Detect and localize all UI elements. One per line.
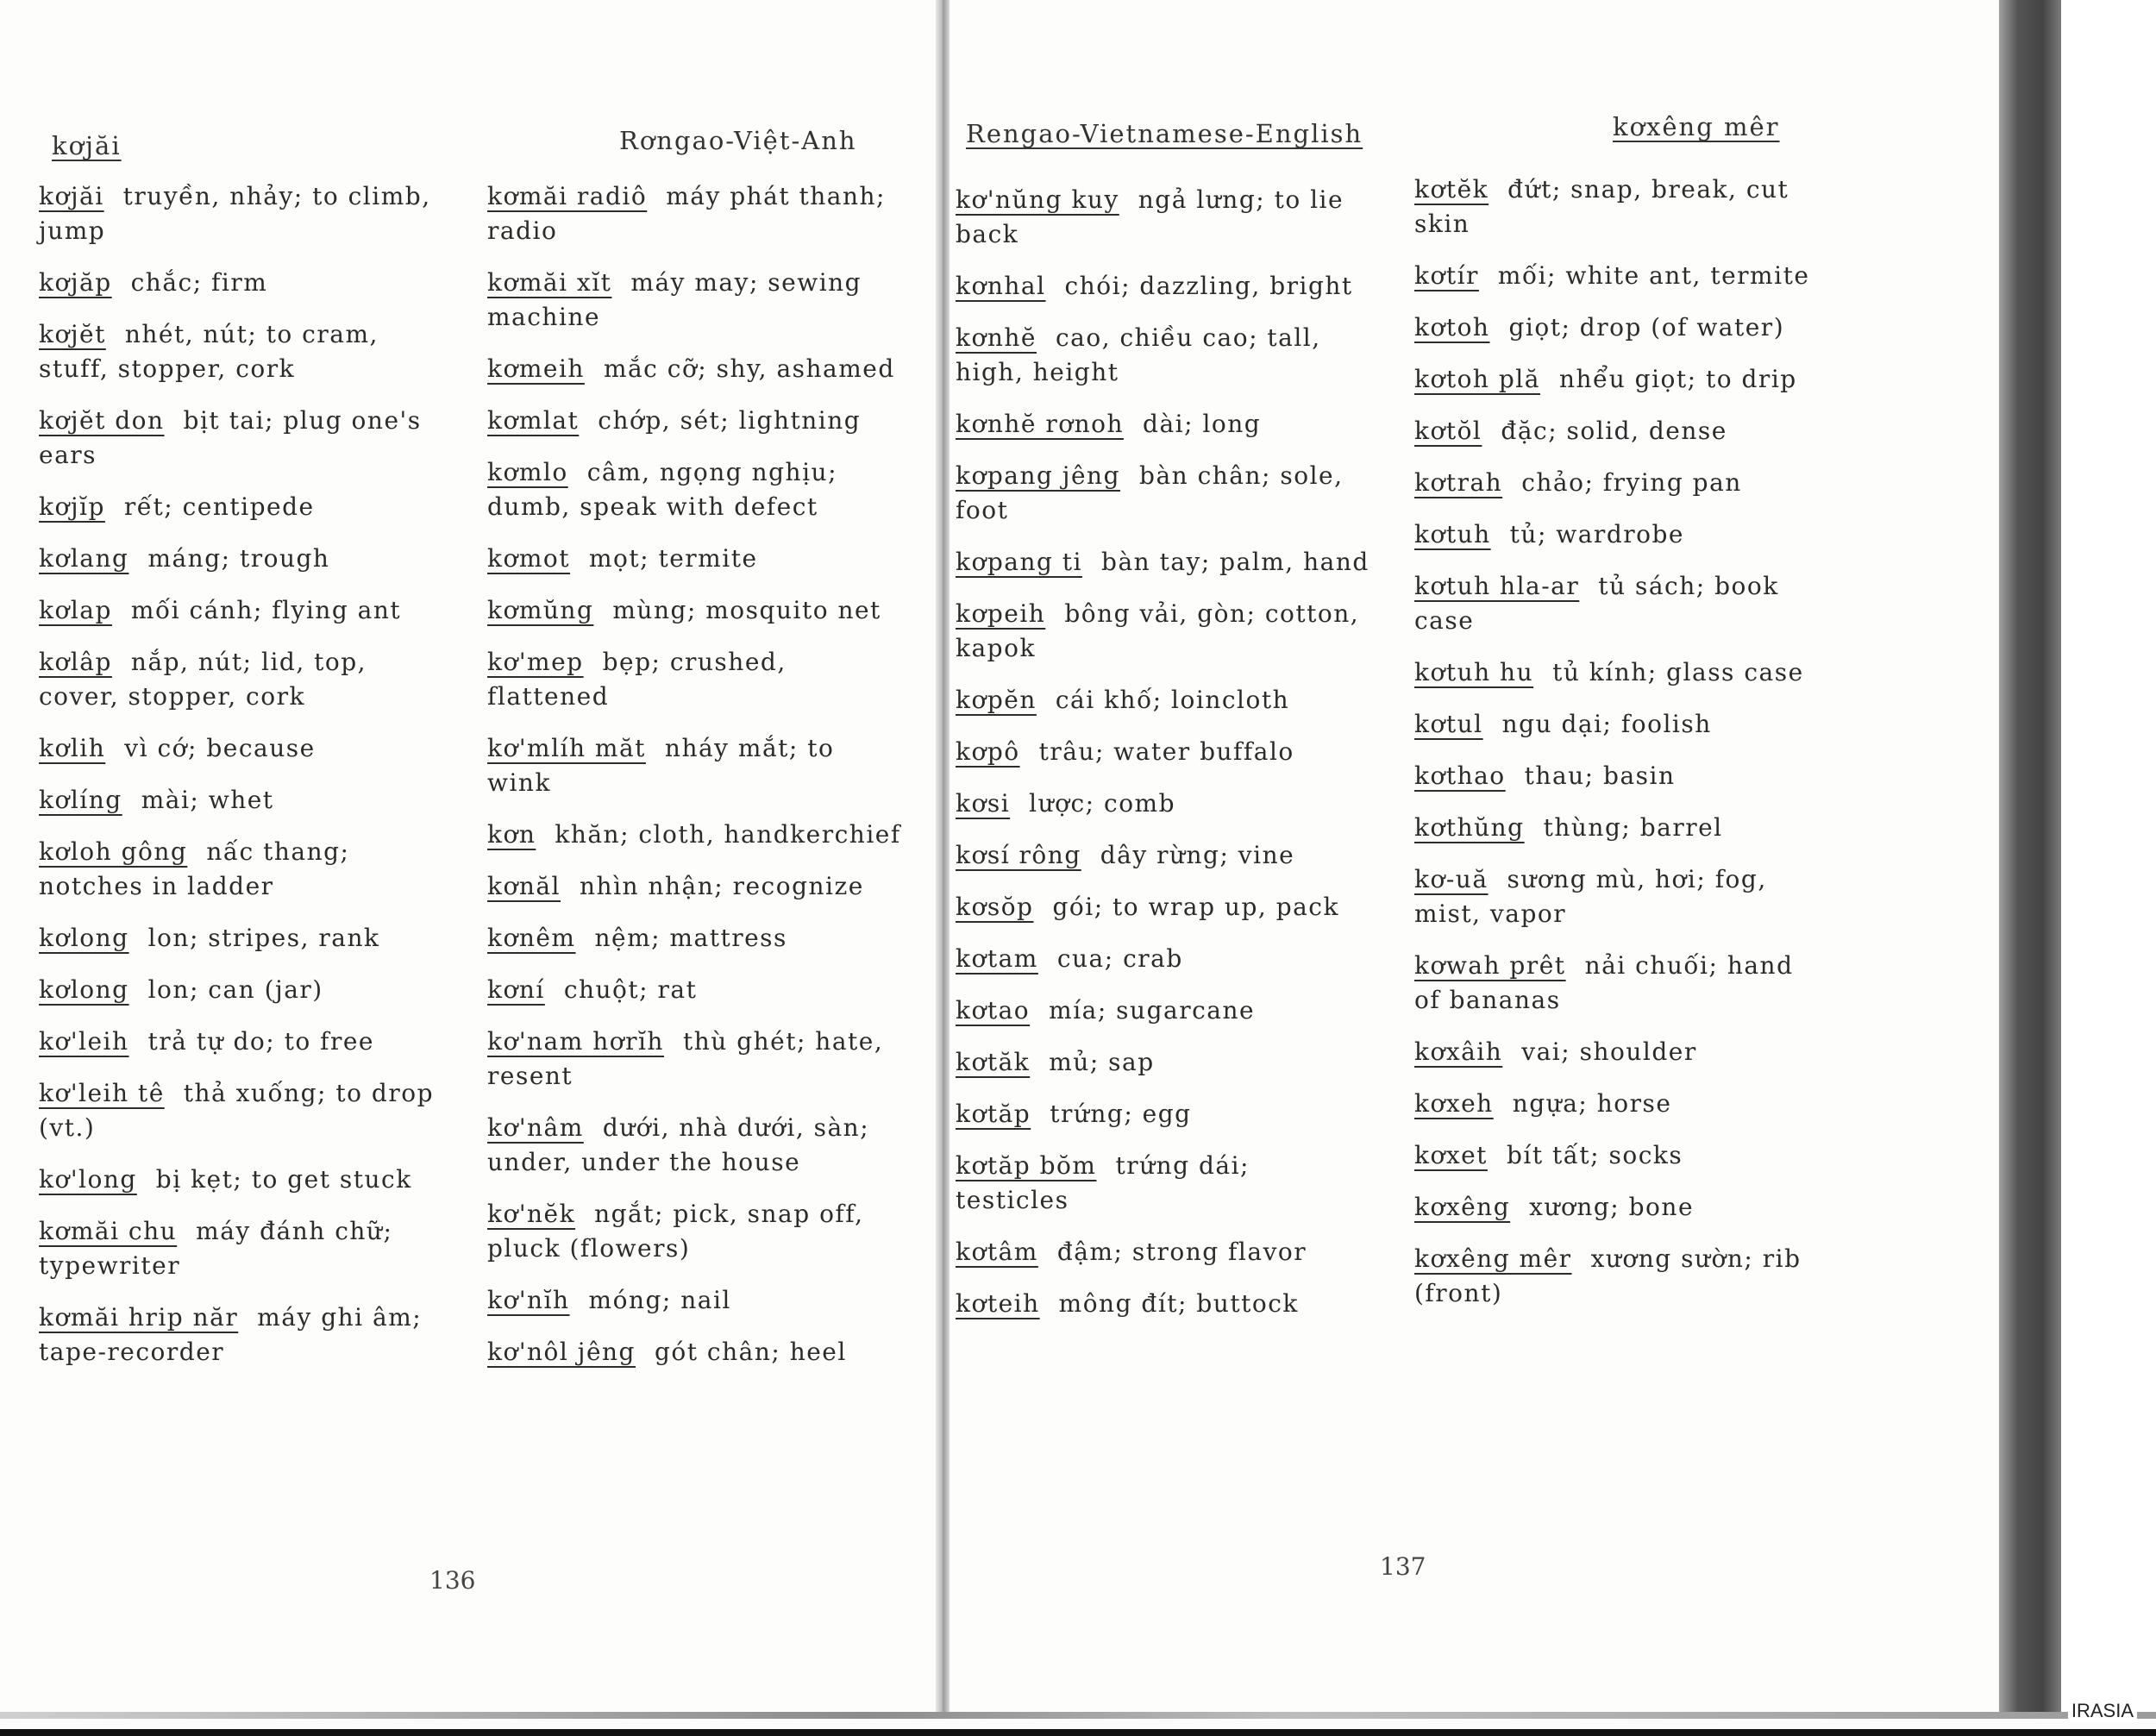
entry-headword: kơthŭng: [1414, 813, 1525, 842]
entry-definition: trứng; egg: [1050, 1100, 1192, 1128]
dictionary-entry: [956, 321, 1369, 390]
entry-definition: chói; dazzling, bright: [1064, 272, 1353, 300]
dictionary-entry: [1414, 811, 1828, 845]
entry-definition: đặc; solid, dense: [1501, 417, 1727, 445]
entry-headword: kơxêng: [1414, 1193, 1511, 1221]
entry-definition: tủ kính; glass case: [1552, 658, 1804, 686]
entry-headword: kơ-uă: [1414, 865, 1489, 893]
entry-headword: kơtao: [956, 996, 1031, 1025]
dictionary-entry: [956, 1045, 1369, 1080]
entry-headword: kơ'nĕk: [487, 1200, 576, 1228]
entry-definition: mắc cỡ; shy, ashamed: [603, 354, 895, 383]
dictionary-entry: [1414, 655, 1828, 690]
dictionary-entry: [956, 993, 1369, 1028]
entry-definition: nắp, nút; lid, top, cover, stopper, cork: [39, 648, 367, 711]
entry-definition: bít tất; socks: [1506, 1141, 1683, 1169]
dictionary-entry: [956, 942, 1369, 976]
entry-headword: kơnhal: [956, 272, 1046, 300]
bottom-edge-band: [0, 1712, 2156, 1719]
right-page-column-2: [1414, 172, 1828, 1328]
entry-headword: kơtul: [1414, 710, 1483, 738]
entry-headword: kơtoh plă: [1414, 365, 1540, 393]
dictionary-entry: [39, 835, 453, 904]
entry-headword: kơlih: [39, 734, 106, 762]
dictionary-entry: [956, 838, 1369, 873]
dictionary-entry: [956, 597, 1369, 666]
dictionary-entry: [487, 1025, 901, 1094]
dictionary-entry: [1414, 862, 1828, 931]
entry-headword: kơjăi: [39, 182, 104, 210]
dictionary-entry: [487, 731, 901, 800]
entry-definition: bẹp; crushed, flattened: [487, 648, 787, 711]
entry-definition: nhét, nút; to cram, stuff, stopper, cork: [39, 320, 379, 383]
entry-definition: mía; sugarcane: [1049, 996, 1256, 1025]
dictionary-entry: [1414, 172, 1828, 241]
dictionary-entry: [1414, 1190, 1828, 1225]
entry-headword: kơmlat: [487, 406, 580, 435]
dictionary-entry: [39, 1214, 453, 1283]
dictionary-entry: [39, 266, 453, 300]
dictionary-entry: [487, 921, 901, 956]
dictionary-entry: [1414, 569, 1828, 638]
entry-headword: kơnhĕ rơnoh: [956, 410, 1125, 438]
entry-headword: kơtuh: [1414, 520, 1491, 548]
left-page-column-1: [39, 179, 453, 1387]
entry-definition: mùng; mosquito net: [612, 596, 881, 624]
entry-headword: kơtrah: [1414, 468, 1503, 497]
entry-headword: kơ'nĭh: [487, 1286, 570, 1314]
entry-headword: kơmăi radiô: [487, 182, 648, 210]
dictionary-entry: [487, 645, 901, 714]
entry-headword: kơwah prêt: [1414, 951, 1566, 980]
entry-definition: mông đít; buttock: [1058, 1289, 1299, 1318]
dictionary-entry: [1414, 259, 1828, 293]
dictionary-entry: [1414, 1242, 1828, 1311]
entry-definition: bị kẹt; to get stuck: [155, 1165, 412, 1194]
entry-headword: kơn: [487, 820, 536, 849]
entry-definition: bịt tai; plug one's ears: [39, 406, 422, 469]
entry-headword: kơsí rông: [956, 841, 1081, 869]
entry-headword: kơloh gông: [39, 837, 188, 866]
entry-headword: kơxeh: [1414, 1089, 1494, 1118]
entry-headword: kơsi: [956, 789, 1011, 818]
entry-definition: gót chân; heel: [654, 1338, 847, 1366]
entry-headword: kơ'nôl jêng: [487, 1338, 636, 1366]
entry-headword: kơjĭp: [39, 492, 105, 521]
right-running-head-word: kơxêng mêr: [1613, 112, 1780, 141]
dictionary-entry: [487, 455, 901, 524]
entry-definition: dây rừng; vine: [1100, 841, 1295, 869]
entry-definition: truyền, nhảy; to climb, jump: [39, 182, 431, 245]
dictionary-entry: [487, 542, 901, 576]
entry-definition: sương mù, hơi; fog, mist, vapor: [1414, 865, 1767, 928]
entry-headword: kơtuh hu: [1414, 658, 1534, 686]
entry-headword: kơtăp bŏm: [956, 1151, 1097, 1180]
dictionary-entry: [956, 1097, 1369, 1131]
page-edge-shadow: [1999, 0, 2061, 1716]
dictionary-entry: [487, 869, 901, 904]
entry-definition: chớp, sét; lightning: [598, 406, 862, 435]
entry-definition: bàn chân; sole, foot: [956, 461, 1344, 524]
dictionary-entry: [39, 783, 453, 818]
entry-headword: kơlong: [39, 975, 129, 1004]
entry-definition: ngựa; horse: [1512, 1089, 1672, 1118]
entry-headword: kơní: [487, 975, 545, 1004]
entry-definition: thau; basin: [1524, 761, 1676, 790]
dictionary-entry: [1414, 759, 1828, 793]
entry-headword: kơjĕt: [39, 320, 106, 348]
watermark-label: IRASIA: [2068, 1700, 2137, 1722]
entry-definition: bàn tay; palm, hand: [1101, 548, 1369, 576]
dictionary-entry: [39, 645, 453, 714]
entry-definition: máy đánh chữ; typewriter: [39, 1217, 393, 1280]
entry-definition: khăn; cloth, handkerchief: [555, 820, 901, 849]
entry-headword: kơ'leih: [39, 1027, 129, 1056]
dictionary-entry: [956, 407, 1369, 442]
entry-headword: kơtăk: [956, 1048, 1031, 1076]
dictionary-entry: [1414, 1087, 1828, 1121]
dictionary-entry: [956, 1149, 1369, 1218]
entry-headword: kơtam: [956, 944, 1038, 973]
dictionary-entry: [39, 490, 453, 524]
entry-headword: kơlang: [39, 544, 129, 573]
entry-headword: kơmeih: [487, 354, 585, 383]
entry-definition: ngả lưng; to lie back: [956, 185, 1344, 248]
entry-definition: ngắt; pick, snap off, pluck (flowers): [487, 1200, 864, 1263]
dictionary-entry: [487, 973, 901, 1007]
dictionary-entry: [956, 683, 1369, 718]
entry-headword: kơmăi chu: [39, 1217, 178, 1245]
dictionary-entry: [1414, 517, 1828, 552]
dictionary-entry: [39, 542, 453, 576]
entry-headword: kơlâp: [39, 648, 112, 676]
dictionary-entry: [1414, 310, 1828, 345]
entry-definition: ngu dại; foolish: [1501, 710, 1712, 738]
dictionary-entry: [39, 179, 453, 248]
dictionary-entry: [956, 269, 1369, 304]
dictionary-entry: [956, 545, 1369, 580]
entry-headword: kơmăi xĭt: [487, 268, 612, 297]
entry-headword: kơtâm: [956, 1238, 1038, 1266]
entry-definition: móng; nail: [588, 1286, 731, 1314]
dictionary-entry: [39, 1300, 453, 1369]
dictionary-entry: [39, 1163, 453, 1197]
dictionary-entry: [487, 352, 901, 386]
entry-definition: chuột; rat: [563, 975, 698, 1004]
entry-definition: dài; long: [1143, 410, 1262, 438]
dictionary-entry: [1414, 707, 1828, 742]
entry-headword: kơnăl: [487, 872, 561, 900]
dictionary-entry: [39, 1025, 453, 1059]
entry-definition: thùng; barrel: [1543, 813, 1723, 842]
entry-headword: kơ'mep: [487, 648, 584, 676]
entry-definition: tủ sách; book case: [1414, 572, 1779, 635]
dictionary-entry: [487, 179, 901, 248]
dictionary-entry: [487, 818, 901, 852]
entry-definition: đứt; snap, break, cut skin: [1414, 175, 1789, 238]
entry-definition: nháy mắt; to wink: [487, 734, 835, 797]
left-page-column-2: [487, 179, 901, 1387]
dictionary-entry: [39, 317, 453, 386]
left-running-head-title: Rơngao-Việt-Anh: [619, 126, 857, 155]
dictionary-entry: [487, 404, 901, 438]
dictionary-entry: [487, 1111, 901, 1180]
entry-headword: kơmlo: [487, 458, 568, 486]
entry-definition: máy phát thanh; radio: [487, 182, 886, 245]
entry-definition: lon; can (jar): [147, 975, 323, 1004]
dictionary-entry: [1414, 1035, 1828, 1069]
entry-definition: thả xuống; to drop (vt.): [39, 1079, 434, 1142]
entry-headword: kơtĕk: [1414, 175, 1489, 204]
left-running-head-word: kơjăi: [52, 131, 122, 160]
dictionary-entry: [1414, 414, 1828, 448]
entry-definition: nhìn nhận; recognize: [580, 872, 864, 900]
entry-headword: kơ'mlíh măt: [487, 734, 646, 762]
entry-definition: chắc; firm: [130, 268, 268, 297]
entry-headword: kơ'long: [39, 1165, 137, 1194]
dictionary-entry: [1414, 362, 1828, 397]
entry-definition: câm, ngọng nghịu; dumb, speak with defect: [487, 458, 837, 521]
entry-headword: kơxet: [1414, 1141, 1488, 1169]
entry-headword: kơ'leih tê: [39, 1079, 165, 1107]
entry-definition: cái khố; loincloth: [1055, 686, 1290, 714]
dictionary-entry: [487, 1283, 901, 1318]
entry-definition: bông vải, gòn; cotton, kapok: [956, 599, 1360, 662]
entry-definition: dưới, nhà dưới, sàn; under, under the house: [487, 1113, 870, 1176]
entry-definition: nải chuối; hand of bananas: [1414, 951, 1794, 1014]
entry-definition: chảo; frying pan: [1521, 468, 1742, 497]
entry-headword: kơnhĕ: [956, 323, 1037, 352]
entry-headword: kơlíng: [39, 786, 122, 814]
entry-headword: kơpô: [956, 737, 1020, 766]
entry-headword: kơxâih: [1414, 1037, 1503, 1066]
scan-margin: [2061, 0, 2156, 1716]
entry-definition: máng; trough: [147, 544, 330, 573]
entry-headword: kơxêng mêr: [1414, 1244, 1572, 1273]
entry-definition: trứng dái; testicles: [956, 1151, 1250, 1214]
entry-headword: kơtăp: [956, 1100, 1031, 1128]
entry-headword: kơmăi hrip năr: [39, 1303, 239, 1332]
dictionary-entry: [956, 459, 1369, 528]
dictionary-entry: [956, 183, 1369, 252]
entry-definition: nấc thang; notches in ladder: [39, 837, 350, 900]
entry-definition: mài; whet: [141, 786, 274, 814]
right-page-column-1: [956, 183, 1369, 1338]
entry-definition: xương sườn; rib (front): [1414, 1244, 1802, 1307]
entry-headword: kơthao: [1414, 761, 1506, 790]
entry-definition: máy ghi âm; tape-recorder: [39, 1303, 423, 1366]
entry-headword: kơtír: [1414, 261, 1479, 290]
dictionary-entry: [39, 973, 453, 1007]
entry-headword: kơsŏp: [956, 893, 1034, 921]
entry-definition: nệm; mattress: [594, 924, 787, 952]
entry-headword: kơtoh: [1414, 313, 1490, 342]
entry-definition: vì cớ; because: [124, 734, 316, 762]
entry-definition: giọt; drop (of water): [1508, 313, 1785, 342]
entry-headword: kơteih: [956, 1289, 1040, 1318]
entry-definition: máy may; sewing machine: [487, 268, 862, 331]
entry-definition: nhểu giọt; to drip: [1558, 365, 1797, 393]
dictionary-entry: [39, 731, 453, 766]
dictionary-entry: [956, 735, 1369, 769]
entry-headword: kơpang jêng: [956, 461, 1121, 490]
dictionary-entry: [487, 1197, 901, 1266]
dictionary-entry: [956, 890, 1369, 924]
dictionary-entry: [39, 404, 453, 473]
entry-headword: kơ'nŭng kuy: [956, 185, 1119, 214]
entry-definition: mối; white ant, termite: [1497, 261, 1810, 290]
entry-headword: kơtŏl: [1414, 417, 1482, 445]
entry-definition: vai; shoulder: [1521, 1037, 1697, 1066]
entry-headword: kơjĕt don: [39, 406, 165, 435]
dictionary-entry: [1414, 949, 1828, 1018]
dictionary-entry: [956, 787, 1369, 821]
entry-headword: kơ'nam hơrĭh: [487, 1027, 664, 1056]
left-page-number: 136: [429, 1566, 476, 1595]
right-running-head-title: Rengao-Vietnamese-English: [966, 119, 1363, 148]
entry-headword: kơjăp: [39, 268, 112, 297]
dictionary-entry: [1414, 466, 1828, 500]
entry-definition: mọt; termite: [588, 544, 758, 573]
dictionary-entry: [487, 266, 901, 335]
entry-definition: trâu; water buffalo: [1038, 737, 1294, 766]
entry-headword: kơmŭng: [487, 596, 594, 624]
entry-headword: kơpeih: [956, 599, 1046, 628]
entry-headword: kơlong: [39, 924, 129, 952]
dictionary-entry: [39, 921, 453, 956]
entry-definition: lon; stripes, rank: [147, 924, 380, 952]
dictionary-entry: [487, 1335, 901, 1369]
entry-definition: tủ; wardrobe: [1509, 520, 1684, 548]
entry-headword: kơtuh hla-ar: [1414, 572, 1580, 600]
dictionary-entry: [1414, 1138, 1828, 1173]
entry-definition: cua; crab: [1056, 944, 1183, 973]
entry-headword: kơlap: [39, 596, 112, 624]
entry-definition: lược; comb: [1029, 789, 1176, 818]
entry-definition: cao, chiều cao; tall, high, height: [956, 323, 1321, 386]
dictionary-entry: [39, 1076, 453, 1145]
book-gutter: [936, 0, 950, 1716]
bottom-black-strip: [0, 1729, 2156, 1736]
dictionary-entry: [956, 1235, 1369, 1269]
entry-definition: thù ghét; hate, resent: [487, 1027, 884, 1090]
dictionary-entry: [956, 1287, 1369, 1321]
entry-definition: mối cánh; flying ant: [130, 596, 402, 624]
entry-headword: kơ'nâm: [487, 1113, 584, 1142]
entry-definition: rết; centipede: [123, 492, 315, 521]
entry-headword: kơnêm: [487, 924, 576, 952]
entry-definition: đậm; strong flavor: [1056, 1238, 1307, 1266]
entry-definition: trả tự do; to free: [147, 1027, 374, 1056]
entry-definition: mủ; sap: [1049, 1048, 1155, 1076]
dictionary-entry: [487, 593, 901, 628]
entry-headword: kơmot: [487, 544, 570, 573]
entry-headword: kơpang ti: [956, 548, 1083, 576]
right-page-number: 137: [1380, 1552, 1426, 1581]
entry-headword: kơpĕn: [956, 686, 1037, 714]
entry-definition: xương; bone: [1529, 1193, 1695, 1221]
dictionary-entry: [39, 593, 453, 628]
entry-definition: gói; to wrap up, pack: [1052, 893, 1339, 921]
